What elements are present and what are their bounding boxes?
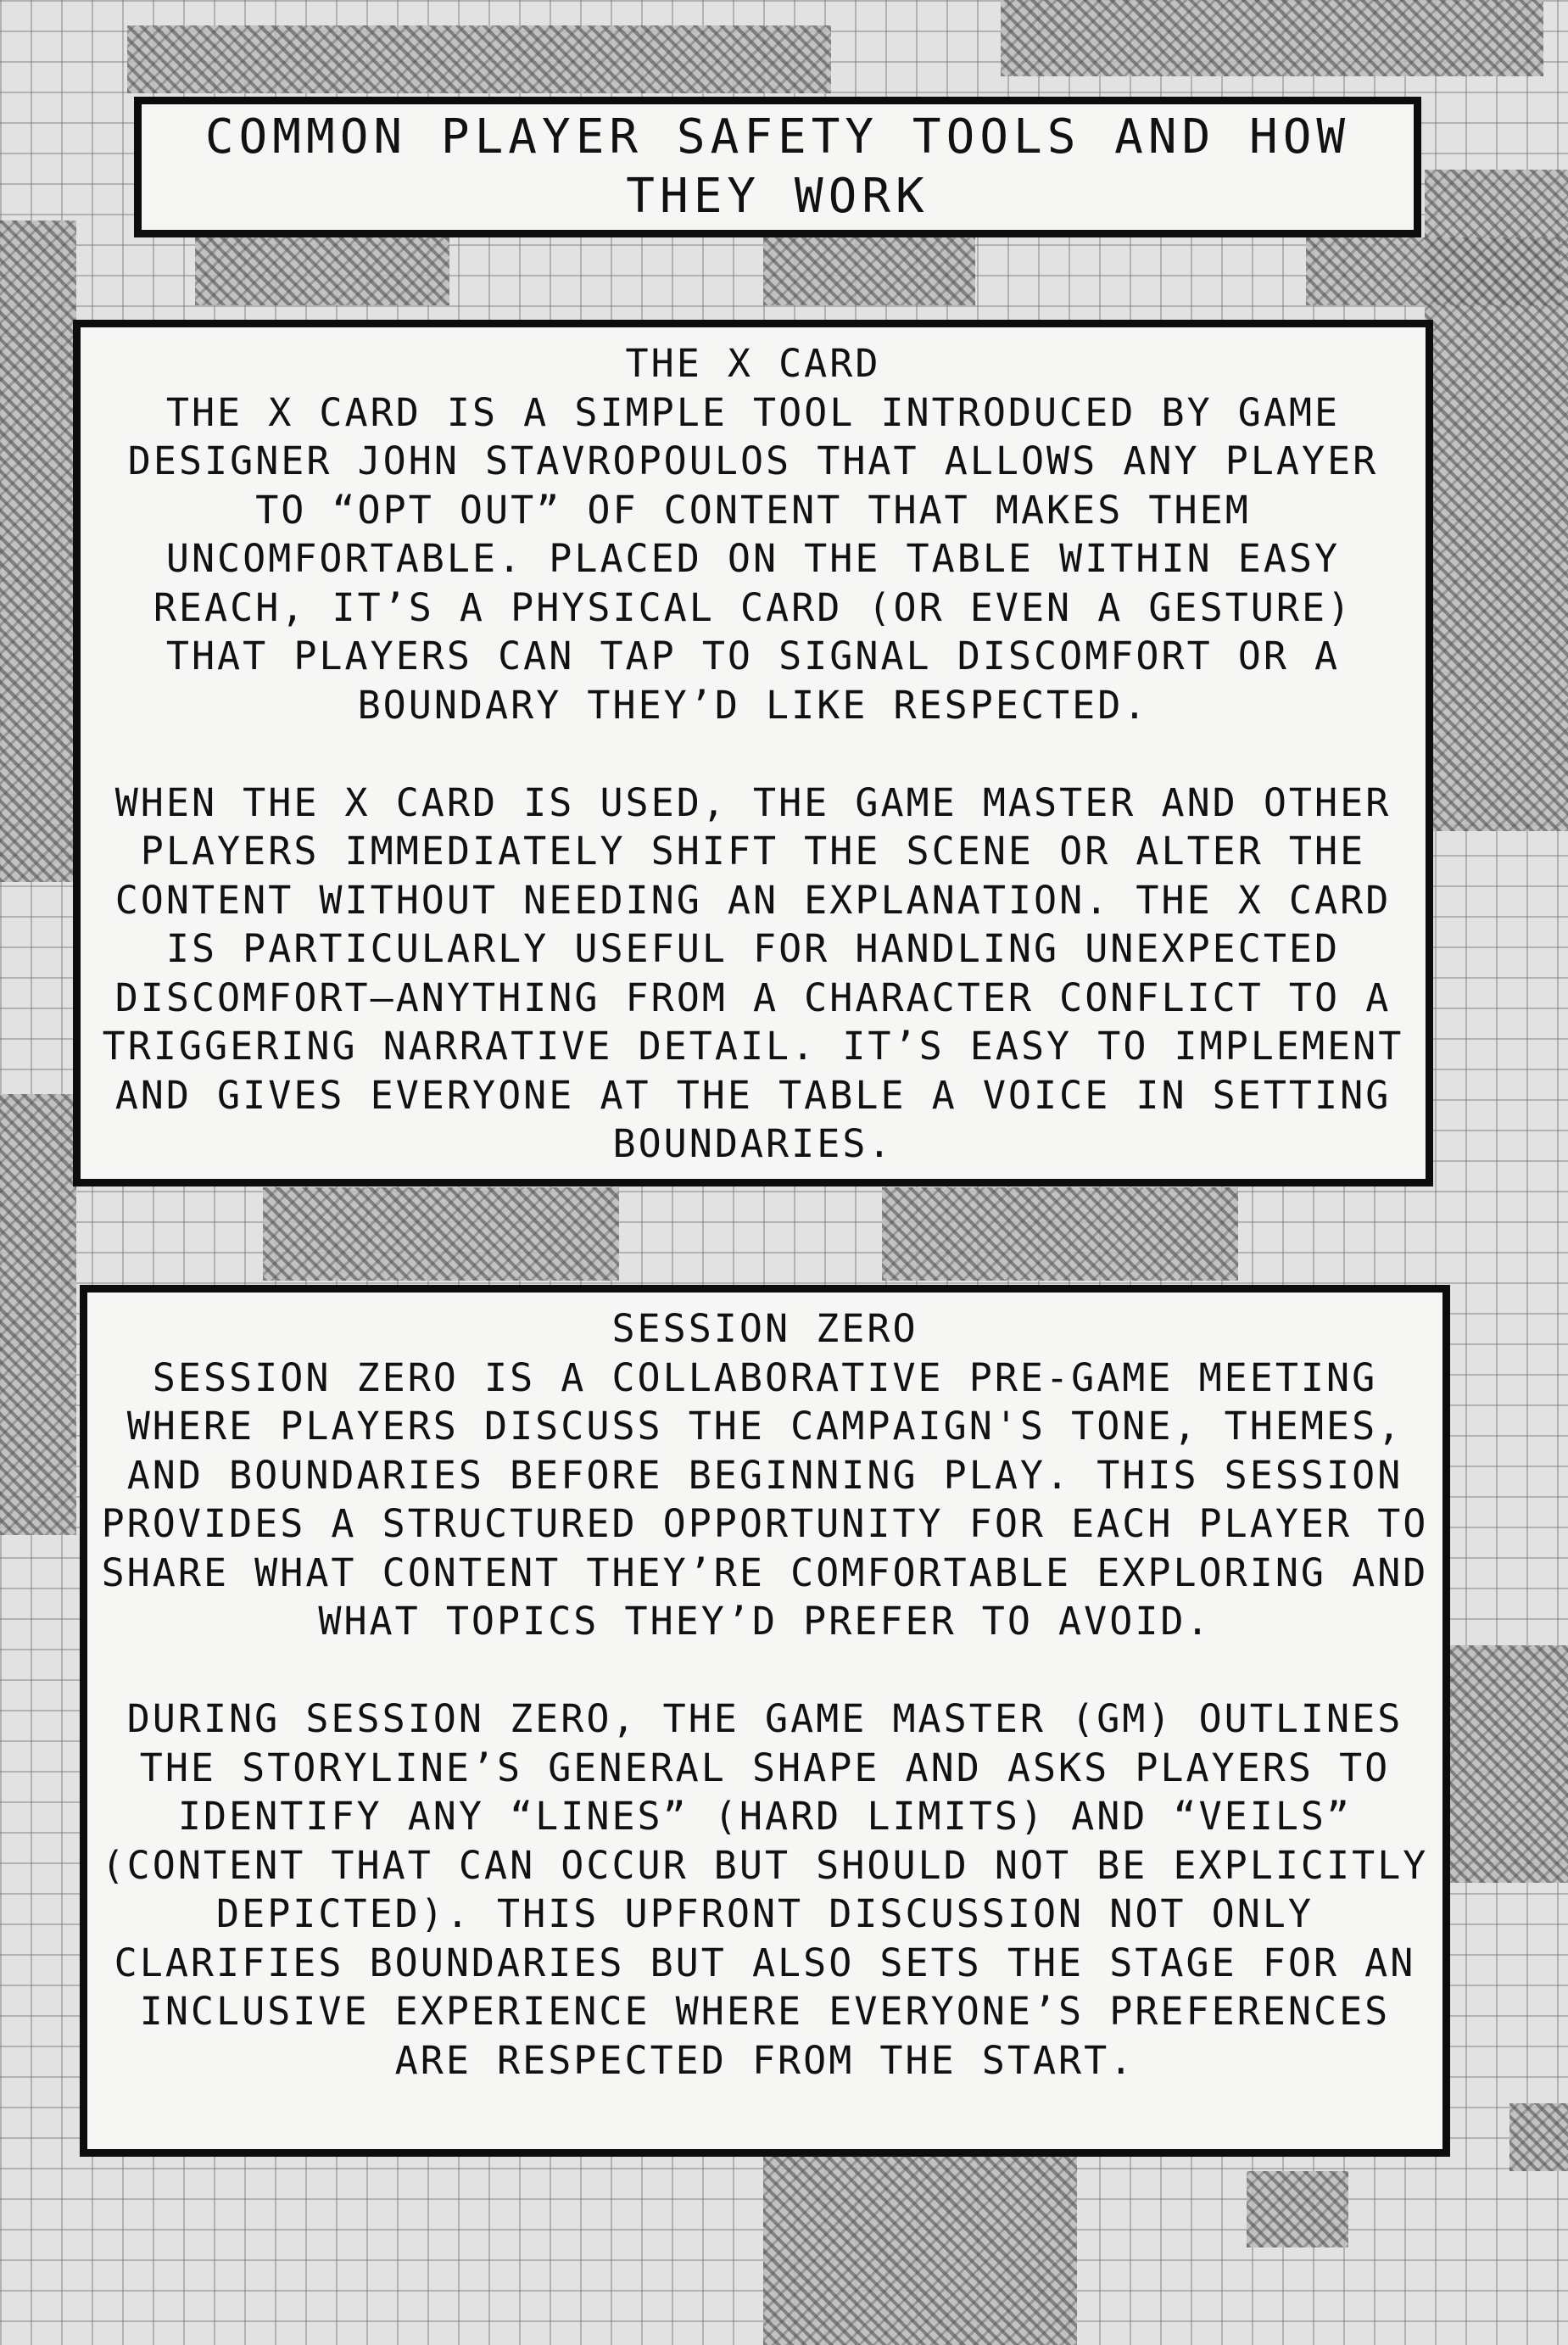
hatch-tile	[1001, 0, 1543, 76]
section-heading: SESSION ZERO	[611, 1306, 918, 1351]
section-x-card	[73, 320, 1433, 1186]
hatch-tile	[1509, 2103, 1568, 2171]
section-session-zero	[80, 1285, 1450, 2157]
page-title: COMMON PLAYER SAFETY TOOLS AND HOW THEY WORK	[204, 109, 1351, 224]
hatch-tile	[1442, 1645, 1568, 1883]
section-paragraph: DURING SESSION ZERO, THE GAME MASTER (GM) OUTLINES THE STORYLINE’S GENERAL SHAPE AND ASKS PLAYERS TO IDENTIFY ANY “LINES” (HARD LIMITS) AND “VEILS” (CONTENT THAT CAN OCCUR BUT SHOULD NOT BE EXPLICITLY DEPICTED). THIS UPFRONT DISCUSSION NOT ONLY CLARIFIES BOUNDARIES BUT ALSO SETS THE STAGE FOR AN INCLUSIVE EXPERIENCE WHERE EVERYONE’S PREFERENCES ARE RESPECTED FROM THE START.	[101, 1696, 1429, 2083]
hatch-tile	[1306, 237, 1560, 305]
section-paragraph: THE X CARD IS A SIMPLE TOOL INTRODUCED BY GAME DESIGNER JOHN STAVROPOULOS THAT ALLOWS ANY PLAYER TO “OPT OUT” OF CONTENT THAT MAKES THEM UNCOMFORTABLE. PLACED ON THE TABLE WITHIN EASY REACH, IT’S A PHYSICAL CARD (OR EVEN A GESTURE) THAT PLAYERS CAN TAP TO SIGNAL DISCOMFORT OR A BOUNDARY THEY’D LIKE RESPECTED.	[127, 389, 1379, 728]
hatch-tile	[0, 1094, 76, 1535]
hatch-tile	[0, 221, 76, 882]
hatch-tile	[763, 237, 975, 305]
section-paragraph: WHEN THE X CARD IS USED, THE GAME MASTER AND OTHER PLAYERS IMMEDIATELY SHIFT THE SCENE OR ALTER THE CONTENT WITHOUT NEEDING AN EXPLANATION. THE X CARD IS PARTICULARLY USEFUL FOR HANDLING UNEXPECTED DISCOMFORT—ANYTHING FROM A CHARACTER CONFLICT TO A TRIGGERING NARRATIVE DETAIL. IT’S EASY TO IMPLEMENT AND GIVES EVERYONE AT THE TABLE A VOICE IN SETTING BOUNDARIES.	[102, 779, 1404, 1166]
hatch-tile	[263, 1187, 619, 1281]
hatch-tile	[763, 2154, 1077, 2345]
section-paragraph: SESSION ZERO IS A COLLABORATIVE PRE-GAME MEETING WHERE PLAYERS DISCUSS THE CAMPAIGN'S TONE, THEMES, AND BOUNDARIES BEFORE BEGINNING PLAY. THIS SESSION PROVIDES A STRUCTURED OPPORTUNITY FOR EACH PLAYER TO SHARE WHAT CONTENT THEY’RE COMFORTABLE EXPLORING AND WHAT TOPICS THEY’D PREFER TO AVOID.	[101, 1354, 1429, 1644]
title-box	[134, 97, 1421, 237]
hatch-tile	[195, 237, 449, 305]
hatch-tile	[127, 25, 831, 93]
hatch-tile	[1247, 2171, 1348, 2247]
hatch-tile	[882, 1187, 1238, 1281]
section-heading: THE X CARD	[625, 341, 881, 386]
